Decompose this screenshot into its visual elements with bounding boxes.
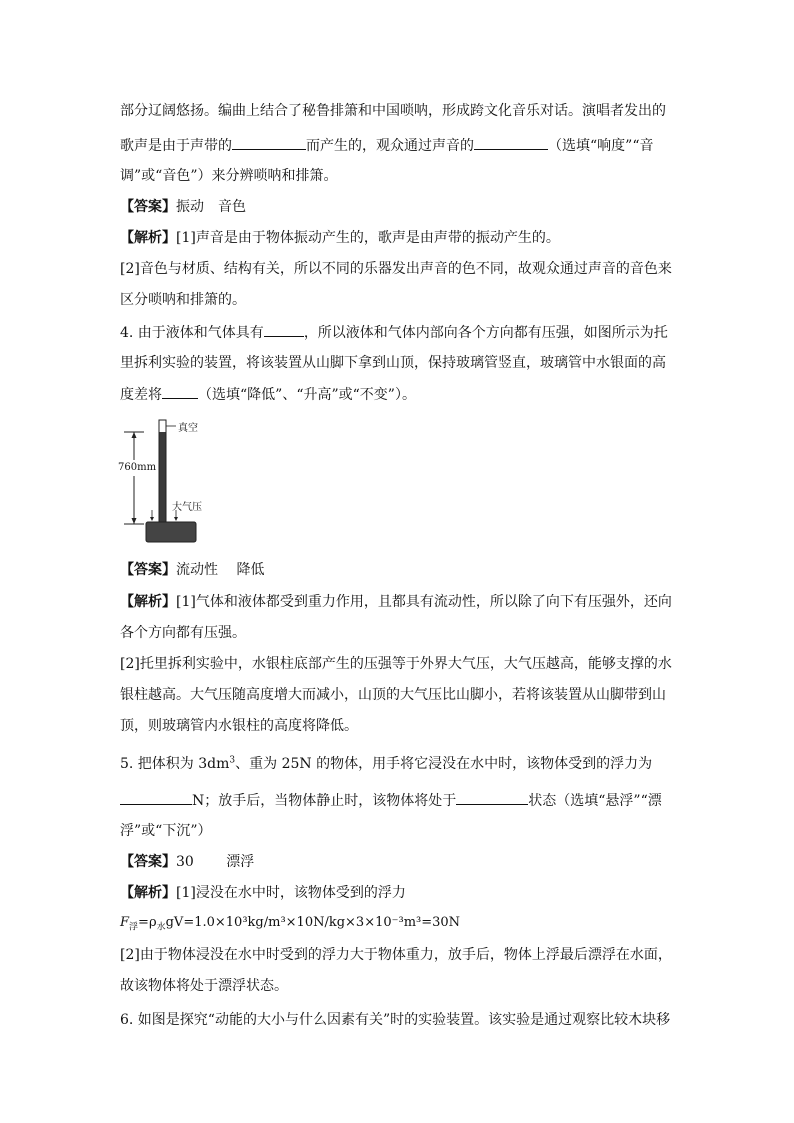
vacuum-label: 真空 <box>178 423 198 434</box>
formula-line <box>120 913 680 933</box>
text-segment: 状态（选填“悬浮”“漂 <box>528 793 662 809</box>
formula-part: =ρ <box>138 915 157 930</box>
torricelli-apparatus-figure <box>118 414 218 546</box>
answer-blank <box>474 135 548 150</box>
answer-text: 流动性 降低 <box>176 562 265 578</box>
text-segment: （选填“降低”、“升高”或“不变”）。 <box>198 387 416 403</box>
question-6: 6. 如图是探究“动能的大小与什么因素有关”时的实验装置。该实验是通过观察比较木块移 <box>120 1012 671 1028</box>
text-line: 各个方向都有压强。 <box>120 625 246 641</box>
text-line: [2]音色与材质、结构有关，所以不同的乐器发出声音的色不同，故观众通过声音的音色来 <box>120 261 672 277</box>
answer-text: 振动 音色 <box>176 199 246 215</box>
analysis-line <box>120 883 680 903</box>
analysis-label: 【解析】 <box>120 594 176 610</box>
formula-part: gV=1.0×10³kg/m³×10N/kg×3×10⁻³m³=30N <box>165 915 461 930</box>
analysis-label: 【解析】 <box>120 885 176 901</box>
superscript: 3 <box>229 755 236 766</box>
text-line: [2]托里拆利实验中，水银柱底部产生的压强等于外界大气压，大气压越高，能够支撑的水 <box>120 656 672 672</box>
answer-blank <box>264 322 304 337</box>
text-line: 故该物体将处于漂浮状态。 <box>120 978 288 994</box>
text-segment: 4. 由于液体和气体具有 <box>120 325 264 341</box>
answer-blank <box>162 384 198 399</box>
text-segment: （选填“响度”“音 <box>548 138 654 154</box>
answer-blank <box>120 790 192 805</box>
analysis-text: [1]气体和液体都受到重力作用，且都具有流动性，所以除了向下有压强外，还向 <box>176 594 672 610</box>
text-segment: 歌声是由于声带的 <box>120 138 232 154</box>
text-line: 调”或“音色”）来分辨唢呐和排箫。 <box>120 168 338 184</box>
text-line: 里拆利实验的装置，将该装置从山脚下拿到山顶，保持玻璃管竖直，玻璃管中水银面的高 <box>120 355 666 371</box>
answer-blank <box>232 135 306 150</box>
text-line <box>120 135 680 156</box>
text-segment: 、重为 25N 的物体，用手将它浸没在水中时，该物体受到的浮力为 <box>235 756 653 772</box>
text-segment: 而产生的，观众通过声音的 <box>306 138 474 154</box>
torricelli-diagram <box>118 414 218 546</box>
text-segment: N；放手后，当物体静止时，该物体将处于 <box>192 793 457 809</box>
question-4 <box>120 322 680 343</box>
text-line: 部分辽阔悠扬。编曲上结合了秘鲁排箫和中国唢呐，形成跨文化音乐对话。演唱者发出的 <box>120 103 666 119</box>
analysis-label: 【解析】 <box>120 230 176 246</box>
subscript: 水 <box>156 922 166 933</box>
text-line: 浮”或“下沉”） <box>120 823 212 839</box>
answer-line <box>120 852 680 872</box>
answer-label: 【答案】 <box>120 562 176 578</box>
text-line: 银柱越高。大气压随高度增大而减小，山顶的大气压比山脚小，若将该装置从山脚带到山 <box>120 687 666 703</box>
answer-label: 【答案】 <box>120 854 176 870</box>
text-segment: 5. 把体积为 3dm <box>120 756 230 772</box>
text-segment: ，所以液体和气体内部向各个方向都有压强，如图所示为托 <box>303 325 668 341</box>
text-line: [2]由于物体浸没在水中时受到的浮力大于物体重力，放手后，物体上浮最后漂浮在水面， <box>120 947 672 963</box>
answer-line <box>120 560 680 580</box>
text-line <box>120 790 680 811</box>
formula-part: F <box>120 915 130 930</box>
pressure-label: 大气压 <box>172 502 202 513</box>
height-label: 760mm <box>118 462 157 473</box>
text-line <box>120 384 680 405</box>
answer-text: 30 漂浮 <box>176 854 255 870</box>
analysis-line <box>120 592 680 612</box>
answer-line <box>120 197 680 217</box>
text-line: 区分唢呐和排箫的。 <box>120 292 246 308</box>
analysis-line <box>120 228 680 248</box>
answer-label: 【答案】 <box>120 199 176 215</box>
text-segment: 度差将 <box>120 387 162 403</box>
subscript: 浮 <box>129 922 139 933</box>
text-line: 顶，则玻璃管内水银柱的高度将降低。 <box>120 718 358 734</box>
analysis-text: [1]浸没在水中时，该物体受到的浮力 <box>176 885 406 901</box>
question-5 <box>120 754 680 774</box>
answer-blank <box>456 790 528 805</box>
analysis-text: [1]声音是由于物体振动产生的，歌声是由声带的振动产生的。 <box>176 230 560 246</box>
